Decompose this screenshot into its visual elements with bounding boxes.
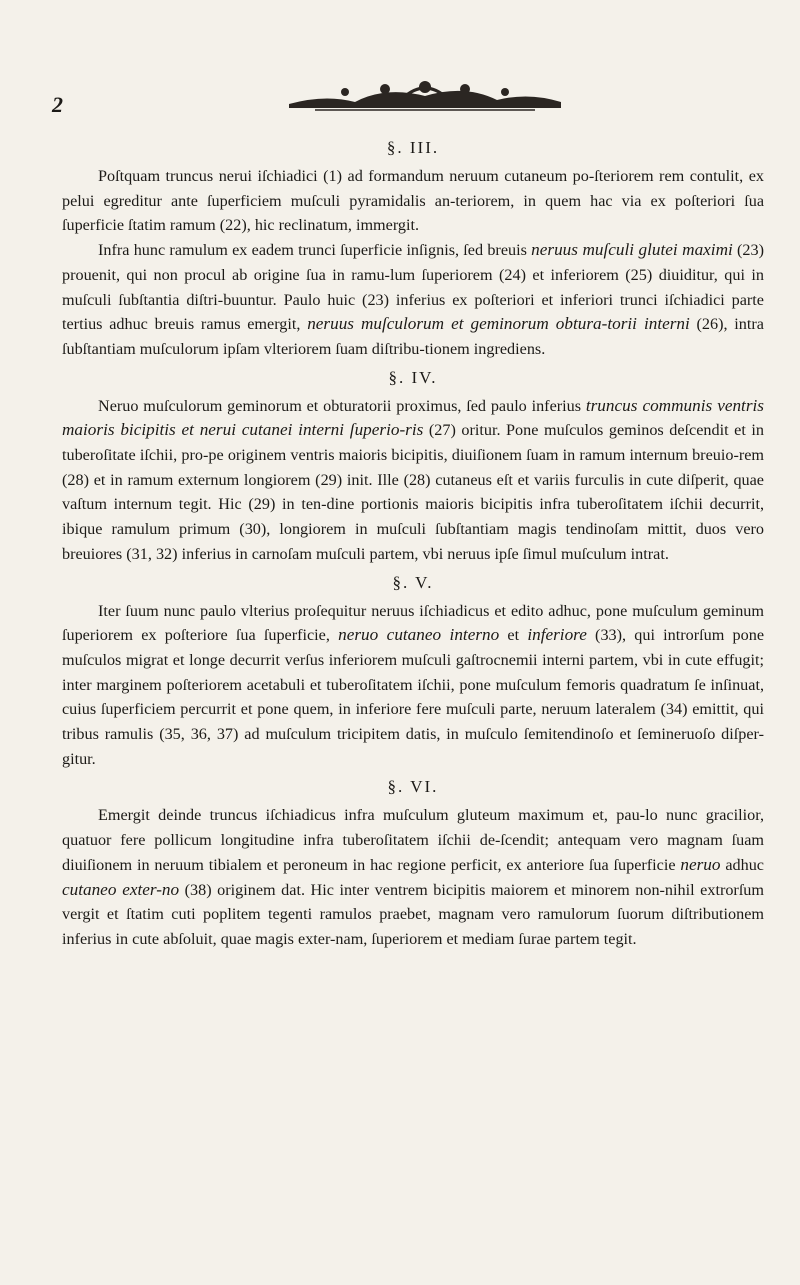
italic-term: inferiore	[527, 625, 587, 645]
text-run: Iter ſuum nunc paulo vlterius proſequitur neruus iſchiadicus et edito adhuc, pone muſculum geminum ſuperiorem ex poſteriore ſua ſuperficie,	[62, 601, 764, 645]
italic-term: neruus muſculi glutei maximi	[531, 240, 733, 260]
text-run: (26), intra ſubſtantiam muſculorum ipſam vlteriorem ſuam diſtribu-tionem ingrediens.	[62, 315, 764, 358]
paragraph	[62, 803, 764, 951]
paragraph	[62, 164, 764, 238]
text-run: Emergit deinde truncus iſchiadicus infra muſculum gluteum maximum et, pau-lo nunc gracilior, quatuor fere pollicum longitudine infra tuberoſitatem iſchii de-ſcendit; antequam vero magnam ſuam diuiſionem in neruum tibialem et peroneum in hac regione perficit, ex anteriore ſua ſuperficie	[62, 806, 764, 874]
text-run: Infra hunc ramulum ex eadem trunci ſuperficie inſignis, ſed breuis	[98, 241, 532, 260]
text-run: et	[499, 626, 528, 645]
italic-term: neruus muſculorum et geminorum obtura-torii interni	[307, 314, 690, 334]
page-number: 2	[52, 92, 63, 117]
section-heading: §. III.	[386, 138, 440, 157]
text-run: (33), qui introrſum pone muſculos migrat et longe decurrit verſus inferiorem muſculi gaſtrocnemii interni partem, vbi in cute effugit; inter marginem poſteriorem acetabuli et tuberoſitatem iſchii, pone muſculum femoris quadratum ſe inſinuat, cuius ſuperficiem percurrit et pone quem, in inferiore fere muſculi parte, neruum lateralem (34) emittit, qui tribus ramulis (35, 36, 37) ad muſculum tricipitem datis, in muſculo ſemitendinoſo et ſemineruoſo diſper-gitur.	[62, 626, 765, 768]
text-run: Neruo muſculorum geminorum et obturatorii proximus, ſed paulo inferius	[98, 396, 586, 415]
paragraph	[62, 394, 764, 567]
body-text	[62, 132, 764, 952]
italic-term: cutaneo exter-no	[62, 879, 180, 899]
section-heading: §. V.	[392, 572, 434, 592]
paragraph	[62, 238, 764, 362]
section-heading: §. VI.	[387, 777, 439, 797]
text-run: (23) prouenit, qui non procul ab origine ſua in ramu-lum ſuperiorem (24) et inferiorem (25) diuiditur, qui in muſculi ſubſtantia diſtri-buuntur. Paulo huic (23) inferius ex poſteriori et inferiori trunci iſchiadici parte tertius adhuc breuis ramus emergit,	[62, 241, 765, 334]
text-run: Poſtquam truncus nerui iſchiadici (1) ad formandum neruum cutaneum po-ſteriorem rem contulit, ex pelui egreditur ante ſuperficiem muſculi pyramidalis an-teriorem, in quem hac via ex poſteriori ſua ſuperficie ſtatim ramum (22), hic reclinatum, immergit.	[62, 167, 764, 235]
text-run: (27) oritur. Pone muſculos geminos deſcendit et in tuberoſitate iſchii, pro-pe originem ventris maioris bicipitis, diuiſionem ſuam in ramum internum breuio-rem (28) et in ramum externum longiorem (29) init. Ille (28) cutaneus eſt et variis furculis in cute diſperit, quae vaſtum internum tegit. Hic (29) in ten-dine portionis maioris bicipitis infra tuberoſitatem iſchii decurrit, ibique ramulum primum (30), longiorem in muſculi ſubſtantiam magis tendinoſam mittit, duos vero breuiores (31, 32) inferius in carnoſam muſculi partem, vbi neruus ipſe ſimul muſculum intrat.	[62, 421, 764, 563]
section-heading: §. IV.	[388, 367, 438, 387]
paragraph	[62, 599, 764, 772]
italic-term: truncus communis ventris maioris bicipitis et nerui cutanei interni ſuperio-ris	[62, 395, 764, 440]
italic-term: neruo	[680, 854, 721, 874]
italic-term: neruo cutaneo interno	[338, 625, 500, 645]
decorative-headpiece-icon	[285, 80, 565, 114]
text-run: adhuc	[720, 855, 764, 874]
text-run: (38) originem dat. Hic inter ventrem bicipitis maiorem et minorem non-nihil extrorſum vergit et ſtatim cuti poplitem tegenti ramulos praebet, magnam vero ramulorum ſuorum diſtributionem inferius in cute abſoluit, quae magis exter-nam, ſuperiorem et mediam ſurae partem tegit.	[62, 880, 764, 948]
